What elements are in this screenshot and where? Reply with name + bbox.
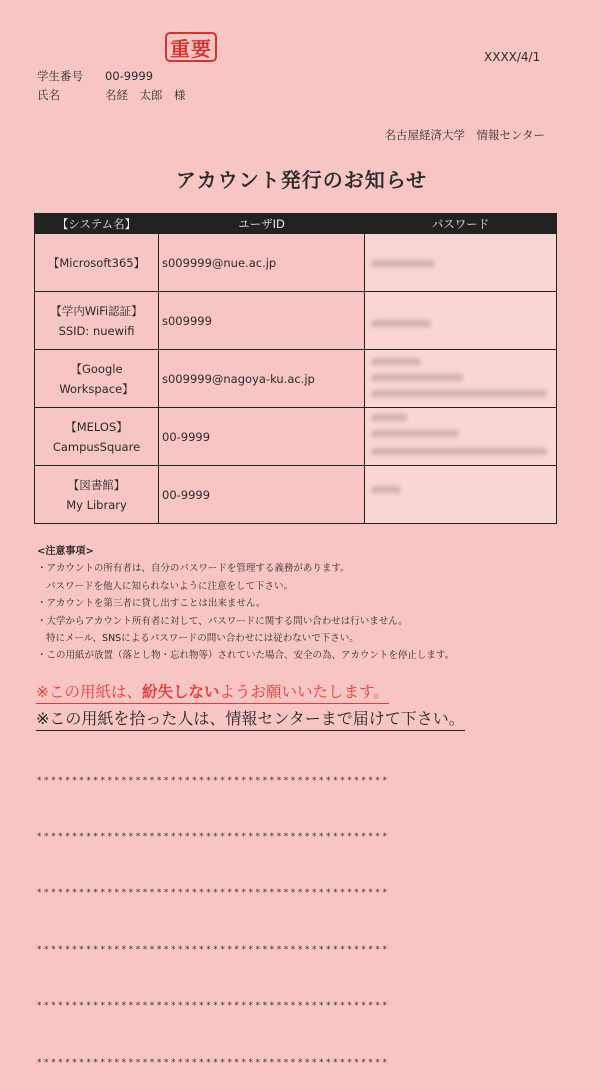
- student-id-line: [37, 68, 153, 84]
- table-row: [35, 466, 557, 524]
- header-system: 【システム名】: [35, 214, 159, 234]
- password-redacted: [365, 350, 557, 408]
- page-title: アカウント発行のお知らせ: [175, 168, 428, 192]
- user-id-cell: s009999: [159, 292, 365, 350]
- password-redacted: [365, 408, 557, 466]
- asterisk-line: **************************************************: [37, 775, 390, 786]
- password-redacted: [365, 234, 557, 292]
- header-password: パスワード: [365, 214, 557, 234]
- found-notice: ※この用紙を拾った人は、情報センターまで届けて下さい。: [36, 706, 465, 731]
- note-item: ・アカウントを第三者に貸し出すことは出来ません。: [37, 598, 266, 610]
- table-row: [35, 292, 557, 350]
- student-id-label: 学生番号: [37, 69, 83, 83]
- asterisk-line: **************************************************: [37, 1057, 390, 1068]
- account-table: [34, 213, 557, 524]
- user-id-cell: s009999@nagoya-ku.ac.jp: [159, 350, 365, 408]
- student-name-value: 名経 太郎 様: [105, 88, 186, 102]
- user-id-cell: 00-9999: [159, 466, 365, 524]
- asterisk-rows: [37, 734, 390, 1091]
- system-subname: CampusSquare: [52, 439, 141, 454]
- issue-date: XXXX/4/1: [484, 50, 541, 64]
- note-item: ・大学からアカウント所有者に対して、パスワードに関する問い合わせは行いません。: [37, 615, 408, 627]
- system-subname: SSID: nuewifi: [58, 323, 135, 338]
- system-cell: [35, 234, 159, 292]
- user-id-cell: 00-9999: [159, 408, 365, 466]
- system-cell: [35, 466, 159, 524]
- asterisk-line: **************************************************: [37, 1001, 390, 1012]
- asterisk-line: **************************************************: [37, 944, 390, 955]
- note-item: ・この用紙が放置（落とし物・忘れ物等）されていた場合、安全の為、アカウントを停止します。: [37, 650, 455, 662]
- loss-warning: [36, 680, 389, 704]
- table-row: [35, 350, 557, 408]
- table-row: [35, 234, 557, 292]
- issuer: 名古屋経済大学 情報センター: [384, 128, 545, 142]
- notes-heading: <注意事項>: [37, 546, 94, 557]
- system-cell: [35, 292, 159, 350]
- system-name: 【Google Workspace】: [59, 361, 134, 396]
- important-stamp: 重要: [165, 32, 217, 62]
- loss-warning-suffix: ようお願いいたします。: [219, 683, 389, 701]
- asterisk-line: **************************************************: [37, 888, 390, 899]
- system-cell: [35, 408, 159, 466]
- loss-warning-emphasis: 紛失しない: [142, 683, 220, 701]
- notes-section: [37, 543, 454, 665]
- table-row: [35, 408, 557, 466]
- note-item: ・アカウントの所有者は、自分のパスワードを管理する義務があります。: [37, 563, 350, 575]
- asterisk-line: **************************************************: [37, 831, 390, 842]
- student-name-line: [37, 87, 186, 103]
- system-name: 【学内WiFi認証】: [50, 303, 143, 318]
- system-name: 【Microsoft365】: [47, 255, 146, 270]
- password-redacted: [365, 466, 557, 524]
- table-header-row: [35, 214, 557, 234]
- note-item: 特にメール、SNSによるパスワードの問い合わせには従わないで下さい。: [46, 633, 359, 645]
- student-name-label: 氏名: [37, 88, 60, 102]
- password-redacted: [365, 292, 557, 350]
- note-item: パスワードを他人に知られないように注意をして下さい。: [46, 580, 294, 592]
- system-name: 【図書館】: [67, 477, 126, 492]
- user-id-cell: s009999@nue.ac.jp: [159, 234, 365, 292]
- system-name: 【MELOS】: [65, 419, 128, 434]
- student-id-value: 00-9999: [105, 69, 154, 83]
- system-subname: My Library: [66, 497, 127, 512]
- header-userid: ユーザID: [159, 214, 365, 234]
- loss-warning-prefix: ※この用紙は、: [36, 683, 142, 701]
- system-cell: [35, 350, 159, 408]
